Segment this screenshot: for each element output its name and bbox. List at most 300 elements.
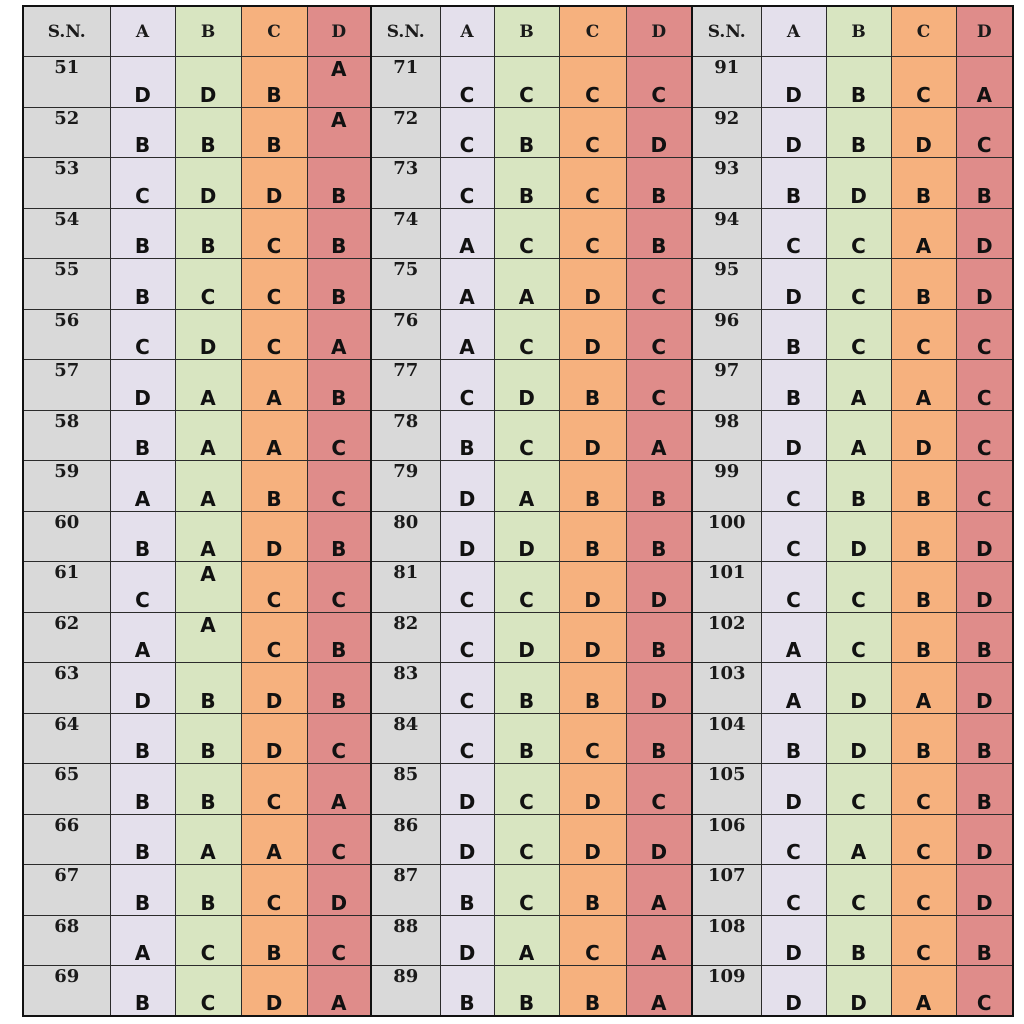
serial-number-cell: 89 (371, 966, 440, 1017)
answer-cell-option-c: B (891, 612, 956, 663)
answer-cell-option-d: D (956, 663, 1013, 714)
answer-cell-option-c: D (241, 966, 307, 1017)
answer-cell-option-c: C (891, 57, 956, 108)
answer-cell-option-b: C (494, 410, 559, 461)
answer-cell-option-d: C (956, 410, 1013, 461)
table-row (23, 713, 1013, 764)
answer-cell-option-c: D (559, 259, 626, 310)
answer-cell-option-d: C (956, 107, 1013, 158)
answer-cell-option-d: B (626, 511, 692, 562)
answer-cell-option-a: A (110, 915, 175, 966)
answer-cell-option-d: C (626, 360, 692, 411)
answer-cell-option-c: D (559, 814, 626, 865)
answer-cell-option-c: C (241, 612, 307, 663)
answer-cell-option-b: C (826, 259, 891, 310)
serial-number-cell: 55 (23, 259, 110, 310)
answer-cell-option-b: A (494, 461, 559, 512)
serial-number-cell: 57 (23, 360, 110, 411)
table-row (23, 208, 1013, 259)
answer-cell-option-b: B (175, 764, 241, 815)
answer-cell-option-b: C (826, 612, 891, 663)
answer-cell-option-c: C (241, 764, 307, 815)
serial-number-cell: 56 (23, 309, 110, 360)
serial-number-cell: 93 (692, 158, 761, 209)
answer-rows (23, 57, 1013, 1017)
serial-number-cell: 103 (692, 663, 761, 714)
answer-cell-option-c: B (891, 259, 956, 310)
answer-cell-option-b: D (494, 511, 559, 562)
header-row (23, 6, 1013, 57)
answer-cell-option-d: B (307, 511, 371, 562)
answer-cell-option-d: C (956, 360, 1013, 411)
serial-number-cell: 65 (23, 764, 110, 815)
serial-number-cell: 51 (23, 57, 110, 108)
answer-cell-option-b: C (494, 865, 559, 916)
header-option-b: B (175, 6, 241, 57)
answer-cell-option-a: A (110, 612, 175, 663)
answer-cell-option-a: C (761, 511, 826, 562)
answer-cell-option-c: D (891, 107, 956, 158)
answer-cell-option-b: A (826, 814, 891, 865)
answer-cell-option-a: B (761, 158, 826, 209)
answer-cell-option-c: B (891, 562, 956, 613)
answer-cell-option-a: D (110, 663, 175, 714)
answer-cell-option-d: C (626, 57, 692, 108)
answer-cell-option-d: C (626, 764, 692, 815)
answer-cell-option-b: B (175, 865, 241, 916)
table-row (23, 612, 1013, 663)
answer-cell-option-a: D (440, 511, 494, 562)
answer-cell-option-b: C (494, 764, 559, 815)
answer-cell-option-d: D (626, 814, 692, 865)
table-row (23, 915, 1013, 966)
answer-cell-option-b: B (175, 713, 241, 764)
header-option-c: C (241, 6, 307, 57)
answer-cell-option-c: C (559, 713, 626, 764)
serial-number-cell: 85 (371, 764, 440, 815)
serial-number-cell: 52 (23, 107, 110, 158)
header-option-b: B (826, 6, 891, 57)
answer-cell-option-c: A (891, 208, 956, 259)
answer-cell-option-d: B (956, 713, 1013, 764)
serial-number-cell: 77 (371, 360, 440, 411)
serial-number-cell: 72 (371, 107, 440, 158)
answer-cell-option-a: C (440, 57, 494, 108)
answer-cell-option-c: C (241, 208, 307, 259)
answer-cell-option-b: D (494, 360, 559, 411)
serial-number-cell: 63 (23, 663, 110, 714)
answer-cell-option-c: D (559, 612, 626, 663)
answer-cell-option-b: B (494, 158, 559, 209)
answer-cell-option-d: C (307, 814, 371, 865)
serial-number-cell: 105 (692, 764, 761, 815)
header-option-a: A (110, 6, 175, 57)
answer-cell-option-c: C (891, 309, 956, 360)
answer-cell-option-c: B (891, 511, 956, 562)
serial-number-cell: 88 (371, 915, 440, 966)
answer-cell-option-b: D (826, 966, 891, 1017)
answer-cell-option-b: C (494, 309, 559, 360)
answer-cell-option-b: C (826, 208, 891, 259)
answer-cell-option-d: D (956, 511, 1013, 562)
answer-cell-option-a: D (440, 764, 494, 815)
answer-cell-option-b: D (826, 511, 891, 562)
answer-cell-option-c: C (559, 107, 626, 158)
serial-number-cell: 73 (371, 158, 440, 209)
answer-cell-option-b: C (494, 814, 559, 865)
answer-cell-option-b: A (175, 410, 241, 461)
answer-cell-option-a: D (761, 57, 826, 108)
serial-number-cell: 95 (692, 259, 761, 310)
serial-number-cell: 83 (371, 663, 440, 714)
answer-cell-option-c: D (559, 410, 626, 461)
answer-cell-option-a: C (110, 309, 175, 360)
answer-cell-option-a: D (440, 814, 494, 865)
answer-cell-option-c: D (241, 158, 307, 209)
answer-cell-option-a: D (110, 57, 175, 108)
serial-number-cell: 69 (23, 966, 110, 1017)
header-option-d: D (626, 6, 692, 57)
header-serial-number: S.N. (692, 6, 761, 57)
answer-cell-option-c: B (241, 461, 307, 512)
answer-cell-option-d: A (307, 309, 371, 360)
answer-cell-option-b: B (494, 663, 559, 714)
answer-cell-option-a: A (761, 663, 826, 714)
header-option-d: D (307, 6, 371, 57)
answer-cell-option-c: A (891, 966, 956, 1017)
answer-cell-option-c: A (891, 663, 956, 714)
answer-cell-option-d: B (956, 612, 1013, 663)
serial-number-cell: 71 (371, 57, 440, 108)
answer-cell-option-a: D (110, 360, 175, 411)
serial-number-cell: 62 (23, 612, 110, 663)
answer-cell-option-a: C (761, 208, 826, 259)
table-row (23, 562, 1013, 613)
table-row (23, 461, 1013, 512)
serial-number-cell: 107 (692, 865, 761, 916)
answer-cell-option-a: B (440, 410, 494, 461)
header-option-a: A (761, 6, 826, 57)
serial-number-cell: 96 (692, 309, 761, 360)
answer-cell-option-d: A (307, 57, 371, 108)
answer-cell-option-d: D (956, 259, 1013, 310)
answer-cell-option-d: C (956, 461, 1013, 512)
answer-cell-option-c: D (559, 562, 626, 613)
table-row (23, 107, 1013, 158)
answer-cell-option-d: C (626, 309, 692, 360)
answer-cell-option-d: D (307, 865, 371, 916)
answer-cell-option-b: C (494, 208, 559, 259)
answer-cell-option-d: B (307, 208, 371, 259)
answer-cell-option-a: A (440, 309, 494, 360)
serial-number-cell: 98 (692, 410, 761, 461)
answer-cell-option-c: B (559, 511, 626, 562)
serial-number-cell: 68 (23, 915, 110, 966)
serial-number-cell: 92 (692, 107, 761, 158)
answer-cell-option-c: D (891, 410, 956, 461)
serial-number-cell: 61 (23, 562, 110, 613)
header-option-b: B (494, 6, 559, 57)
answer-cell-option-a: B (110, 410, 175, 461)
table-row (23, 865, 1013, 916)
answer-cell-option-a: C (440, 562, 494, 613)
serial-number-cell: 64 (23, 713, 110, 764)
serial-number-cell: 53 (23, 158, 110, 209)
answer-cell-option-a: C (440, 158, 494, 209)
serial-number-cell: 102 (692, 612, 761, 663)
table-row (23, 410, 1013, 461)
answer-cell-option-b: A (826, 360, 891, 411)
answer-cell-option-d: C (307, 562, 371, 613)
answer-cell-option-a: B (110, 107, 175, 158)
answer-cell-option-d: A (626, 865, 692, 916)
answer-cell-option-c: C (241, 259, 307, 310)
answer-cell-option-d: B (956, 764, 1013, 815)
answer-cell-option-d: B (956, 158, 1013, 209)
answer-cell-option-a: A (440, 208, 494, 259)
serial-number-cell: 59 (23, 461, 110, 512)
table-row (23, 57, 1013, 108)
answer-cell-option-c: A (891, 360, 956, 411)
serial-number-cell: 99 (692, 461, 761, 512)
header-serial-number: S.N. (371, 6, 440, 57)
answer-cell-option-b: B (826, 107, 891, 158)
answer-cell-option-a: D (761, 410, 826, 461)
answer-cell-option-b: A (175, 461, 241, 512)
serial-number-cell: 86 (371, 814, 440, 865)
answer-cell-option-b: C (826, 865, 891, 916)
answer-cell-option-d: B (307, 612, 371, 663)
serial-number-cell: 104 (692, 713, 761, 764)
answer-cell-option-c: C (241, 865, 307, 916)
answer-cell-option-b: C (175, 259, 241, 310)
serial-number-cell: 76 (371, 309, 440, 360)
answer-cell-option-b: B (826, 57, 891, 108)
serial-number-cell: 75 (371, 259, 440, 310)
table-row (23, 511, 1013, 562)
answer-cell-option-d: C (307, 410, 371, 461)
answer-cell-option-d: A (307, 764, 371, 815)
serial-number-cell: 100 (692, 511, 761, 562)
answer-cell-option-d: C (956, 309, 1013, 360)
answer-cell-option-c: B (559, 663, 626, 714)
answer-cell-option-a: C (761, 562, 826, 613)
serial-number-cell: 58 (23, 410, 110, 461)
answer-cell-option-c: B (891, 158, 956, 209)
answer-cell-option-b: C (175, 966, 241, 1017)
answer-cell-option-c: B (559, 360, 626, 411)
answer-cell-option-a: A (440, 259, 494, 310)
answer-cell-option-c: D (241, 713, 307, 764)
answer-cell-option-c: C (559, 208, 626, 259)
header-option-d: D (956, 6, 1013, 57)
answer-cell-option-b: B (826, 461, 891, 512)
serial-number-cell: 84 (371, 713, 440, 764)
answer-cell-option-c: B (241, 107, 307, 158)
answer-cell-option-c: C (891, 814, 956, 865)
answer-cell-option-b: B (494, 107, 559, 158)
header-serial-number: S.N. (23, 6, 110, 57)
answer-cell-option-c: C (241, 309, 307, 360)
answer-cell-option-d: B (626, 713, 692, 764)
table-row (23, 158, 1013, 209)
answer-cell-option-c: B (241, 57, 307, 108)
answer-cell-option-b: B (175, 208, 241, 259)
table-row (23, 360, 1013, 411)
answer-cell-option-d: D (956, 562, 1013, 613)
table-row (23, 966, 1013, 1017)
answer-cell-option-b: A (826, 410, 891, 461)
answer-cell-option-c: D (559, 309, 626, 360)
answer-cell-option-a: D (761, 107, 826, 158)
serial-number-cell: 66 (23, 814, 110, 865)
table-row (23, 814, 1013, 865)
answer-cell-option-a: B (440, 966, 494, 1017)
serial-number-cell: 74 (371, 208, 440, 259)
answer-cell-option-a: C (761, 814, 826, 865)
answer-cell-option-c: C (891, 865, 956, 916)
answer-cell-option-b: A (175, 612, 241, 663)
serial-number-cell: 82 (371, 612, 440, 663)
serial-number-cell: 108 (692, 915, 761, 966)
answer-cell-option-d: B (307, 360, 371, 411)
answer-cell-option-a: C (110, 562, 175, 613)
table-row (23, 259, 1013, 310)
serial-number-cell: 67 (23, 865, 110, 916)
answer-cell-option-a: B (761, 713, 826, 764)
answer-cell-option-d: A (626, 915, 692, 966)
answer-cell-option-d: B (307, 158, 371, 209)
serial-number-cell: 79 (371, 461, 440, 512)
answer-cell-option-d: B (307, 663, 371, 714)
answer-cell-option-c: A (241, 360, 307, 411)
serial-number-cell: 106 (692, 814, 761, 865)
answer-cell-option-a: B (110, 764, 175, 815)
answer-cell-option-b: D (826, 713, 891, 764)
answer-cell-option-b: D (494, 612, 559, 663)
answer-cell-option-d: B (956, 915, 1013, 966)
answer-cell-option-a: C (761, 461, 826, 512)
answer-cell-option-b: B (826, 915, 891, 966)
answer-cell-option-d: A (956, 57, 1013, 108)
answer-cell-option-d: A (307, 966, 371, 1017)
serial-number-cell: 101 (692, 562, 761, 613)
answer-cell-option-d: D (626, 663, 692, 714)
answer-cell-option-c: B (559, 461, 626, 512)
answer-cell-option-a: B (110, 713, 175, 764)
answer-cell-option-b: C (494, 57, 559, 108)
answer-cell-option-b: C (826, 764, 891, 815)
answer-cell-option-d: B (307, 259, 371, 310)
answer-cell-option-c: B (891, 713, 956, 764)
answer-cell-option-a: C (440, 663, 494, 714)
answer-cell-option-c: C (559, 158, 626, 209)
answer-cell-option-a: B (110, 259, 175, 310)
serial-number-cell: 87 (371, 865, 440, 916)
answer-cell-option-b: B (175, 663, 241, 714)
answer-cell-option-c: D (559, 764, 626, 815)
answer-cell-option-a: A (761, 612, 826, 663)
answer-cell-option-d: D (956, 865, 1013, 916)
answer-cell-option-d: B (626, 461, 692, 512)
serial-number-cell: 81 (371, 562, 440, 613)
table-row (23, 309, 1013, 360)
answer-cell-option-b: C (175, 915, 241, 966)
answer-cell-option-d: D (626, 562, 692, 613)
answer-cell-option-d: C (307, 461, 371, 512)
answer-cell-option-a: D (440, 461, 494, 512)
answer-key-table (22, 5, 1014, 1017)
answer-cell-option-a: C (440, 360, 494, 411)
answer-cell-option-b: B (494, 713, 559, 764)
answer-cell-option-b: D (175, 158, 241, 209)
answer-cell-option-c: B (241, 915, 307, 966)
answer-cell-option-b: B (494, 966, 559, 1017)
serial-number-cell: 91 (692, 57, 761, 108)
answer-cell-option-d: A (626, 410, 692, 461)
answer-cell-option-c: C (891, 764, 956, 815)
serial-number-cell: 97 (692, 360, 761, 411)
answer-cell-option-d: D (956, 208, 1013, 259)
answer-cell-option-d: C (956, 966, 1013, 1017)
answer-cell-option-b: D (175, 57, 241, 108)
header-option-c: C (891, 6, 956, 57)
answer-cell-option-c: C (559, 57, 626, 108)
answer-cell-option-a: B (761, 360, 826, 411)
table-row (23, 764, 1013, 815)
answer-cell-option-b: C (826, 309, 891, 360)
answer-cell-option-c: D (241, 663, 307, 714)
answer-cell-option-d: A (307, 107, 371, 158)
serial-number-cell: 78 (371, 410, 440, 461)
serial-number-cell: 94 (692, 208, 761, 259)
answer-cell-option-a: D (761, 259, 826, 310)
table-row (23, 663, 1013, 714)
answer-cell-option-b: A (494, 259, 559, 310)
answer-cell-option-d: C (307, 713, 371, 764)
answer-cell-option-a: B (761, 309, 826, 360)
answer-cell-option-b: A (494, 915, 559, 966)
answer-cell-option-d: B (626, 612, 692, 663)
answer-cell-option-a: C (110, 158, 175, 209)
answer-cell-option-b: A (175, 814, 241, 865)
answer-cell-option-c: C (559, 915, 626, 966)
answer-cell-option-a: D (761, 764, 826, 815)
answer-cell-option-a: D (761, 915, 826, 966)
answer-cell-option-a: B (110, 966, 175, 1017)
answer-cell-option-d: D (626, 107, 692, 158)
answer-cell-option-b: A (175, 511, 241, 562)
header-option-c: C (559, 6, 626, 57)
serial-number-cell: 54 (23, 208, 110, 259)
answer-cell-option-a: B (110, 511, 175, 562)
answer-cell-option-a: C (440, 107, 494, 158)
serial-number-cell: 60 (23, 511, 110, 562)
answer-cell-option-b: D (826, 158, 891, 209)
answer-cell-option-c: D (241, 511, 307, 562)
answer-cell-option-d: D (956, 814, 1013, 865)
answer-cell-option-b: C (494, 562, 559, 613)
answer-cell-option-b: D (175, 309, 241, 360)
answer-cell-option-a: A (110, 461, 175, 512)
answer-cell-option-a: C (440, 713, 494, 764)
answer-cell-option-c: A (241, 814, 307, 865)
answer-cell-option-b: D (826, 663, 891, 714)
answer-cell-option-a: B (110, 814, 175, 865)
answer-cell-option-a: C (440, 612, 494, 663)
answer-cell-option-a: C (761, 865, 826, 916)
answer-cell-option-c: B (559, 966, 626, 1017)
